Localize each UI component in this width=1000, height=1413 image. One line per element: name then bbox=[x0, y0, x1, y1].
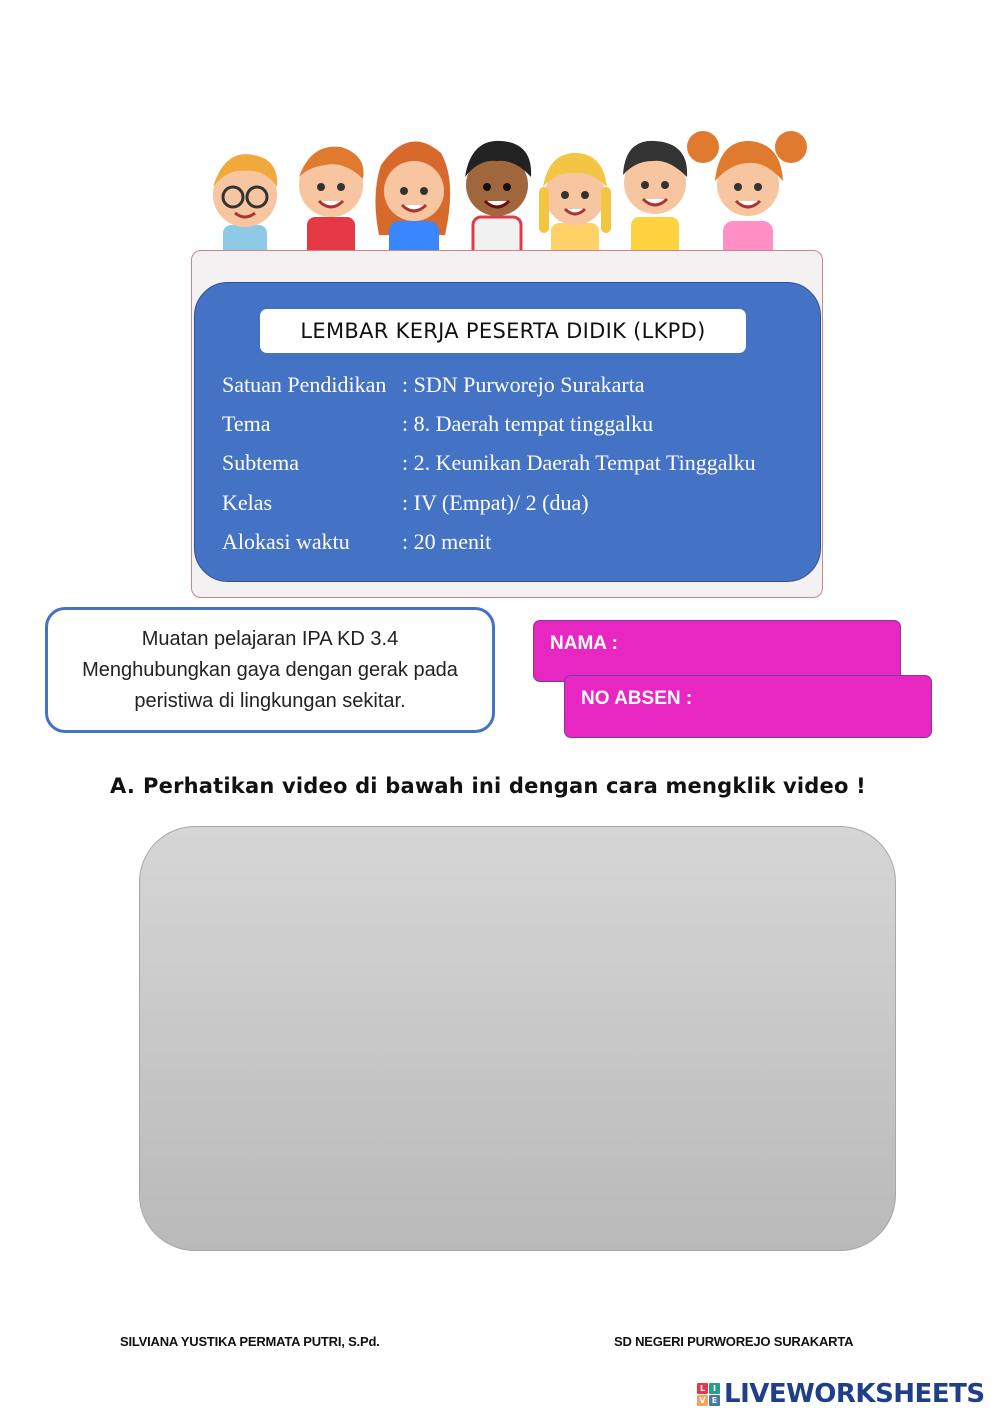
brand-icon-letter: L bbox=[697, 1383, 708, 1394]
footer-author: SILVIANA YUSTIKA PERMATA PUTRI, S.Pd. bbox=[120, 1334, 380, 1349]
liveworksheets-icon bbox=[697, 1383, 720, 1406]
liveworksheets-logo[interactable] bbox=[697, 1378, 985, 1410]
subject-box bbox=[45, 607, 495, 733]
info-value: : IV (Empat)/ 2 (dua) bbox=[402, 490, 589, 515]
video-player[interactable] bbox=[139, 826, 896, 1251]
instruction-number: A. bbox=[110, 774, 136, 798]
brand-icon-letter: I bbox=[709, 1383, 720, 1394]
kid-1 bbox=[213, 154, 277, 265]
brand-icon-letter: E bbox=[709, 1395, 720, 1406]
instruction-text: Perhatikan video di bawah ini dengan cara mengklik video ! bbox=[143, 774, 866, 798]
kid-4 bbox=[465, 141, 531, 263]
absen-field[interactable] bbox=[564, 675, 932, 738]
brand-icon-letter: V bbox=[697, 1395, 708, 1406]
instruction bbox=[110, 774, 866, 798]
subject-line: peristiwa di lingkungan sekitar. bbox=[134, 689, 406, 712]
info-label: Tema bbox=[222, 411, 271, 436]
kid-5 bbox=[539, 153, 611, 263]
subject-line: Menghubungkan gaya dengan gerak pada bbox=[82, 658, 458, 681]
info-value: : 20 menit bbox=[402, 529, 492, 554]
brand-name: LIVEWORKSHEETS bbox=[724, 1379, 985, 1409]
kid-3 bbox=[375, 141, 450, 267]
info-value: : SDN Purworejo Surakarta bbox=[402, 372, 645, 397]
name-field[interactable] bbox=[533, 620, 901, 682]
subject-line: Muatan pelajaran IPA KD 3.4 bbox=[141, 627, 399, 650]
footer-school: SD NEGERI PURWOREJO SURAKARTA bbox=[614, 1334, 854, 1349]
info-value: : 2. Keunikan Daerah Tempat Tinggalku bbox=[402, 450, 756, 475]
info-value: : 8. Daerah tempat tinggalku bbox=[402, 411, 654, 436]
info-label: Satuan Pendidikan bbox=[222, 372, 387, 397]
info-label: Alokasi waktu bbox=[222, 529, 350, 554]
worksheet-title-box bbox=[260, 309, 746, 353]
info-label: Subtema bbox=[222, 450, 299, 475]
name-label: NAMA : bbox=[550, 633, 618, 654]
absen-label: NO ABSEN : bbox=[581, 688, 693, 709]
kid-7 bbox=[687, 131, 807, 263]
worksheet-title: LEMBAR KERJA PESERTA DIDIK (LKPD) bbox=[300, 319, 706, 343]
info-label: Kelas bbox=[222, 490, 273, 515]
